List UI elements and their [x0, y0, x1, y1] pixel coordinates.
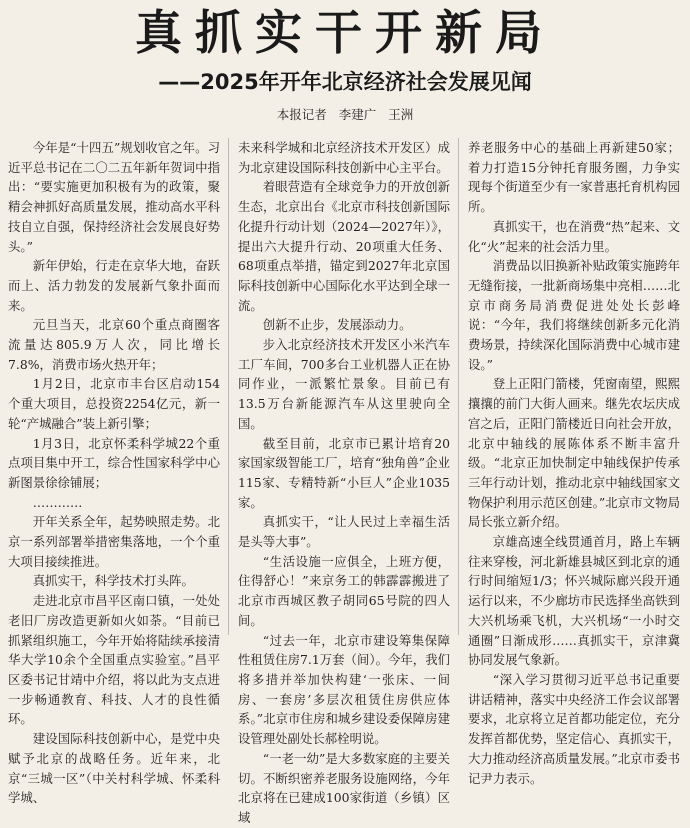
paragraph: 元旦当天，北京60个重点商圈客流量达805.9万人次，同比增长7.8%，消费市场火热开年； [8, 317, 220, 372]
paragraph: “过去一年，北京市建设筹集保障性租赁住房7.1万套（间）。今年，我们将多措并举加快构建‘一张床、一间房、一套房’多层次租赁住房供应体系。”北京市住房和城乡建设委保障房建设管理处副处长郝栓明说。 [238, 632, 450, 747]
headline: 真抓实干开新局 [135, 6, 555, 61]
paragraph: 消费品以旧换新补贴政策实施跨年无缝衔接，一批新商场集中亮相……北京市商务局消费促进处处长彭峰说：“今年，我们将继续创新多元化消费场景，持续深化国际消费中心城市建设。” [468, 258, 680, 372]
paragraph: “深入学习贯彻习近平总书记重要讲话精神，落实中央经济工作会议部署要求，北京将立足首都功能定位，充分发挥首都优势，坚定信心、真抓实干，大力推动经济高质量发展。”北京市委书记尹力表示。 [468, 671, 680, 786]
paragraph: 1月3日，北京怀柔科学城22个重点项目集中开工，综合性国家科学中心新图景徐徐铺展； [8, 435, 220, 490]
byline-author-1: 李建广 [338, 107, 377, 122]
byline-label: 本报记者 [276, 107, 327, 122]
paragraph: 着眼营造有全球竞争力的开放创新生态，北京出台《北京市科技创新国际化提升行动计划（2024—2027年）》，提出六大提升行动、20项重大任务、68项重点举措，锚定到2027年北京国际科技创新中心国际化水平达到全球一流。 [238, 179, 450, 313]
paragraph: 真抓实干，科学技术打头阵。 [32, 573, 194, 589]
paragraph: ………… [32, 494, 83, 510]
paragraph: 1月2日，北京市丰台区启动154个重大项目，总投资2254亿元，新一轮“产城融合”装上新引擎； [8, 376, 220, 431]
paragraph: 今年是“十四五”规划收官之年。习近平总书记在二〇二五年新年贺词中指出：“要实施更加积极有为的政策，聚精会神抓好高质量发展，推动高水平科技自立自强，保持经济社会发展良好势头。” [8, 140, 220, 254]
paragraph: 真抓实干，也在消费“热”起来、文化“火”起来的社会活力里。 [468, 218, 680, 254]
paragraph: 京雄高速全线贯通首月，路上车辆往来穿梭，河北新雄县城区到北京的通行时间缩短1/3；怀兴城际廊兴段开通运行以来，不少廊坊市民选择坐高铁到大兴机场乘飞机，大兴机场“一小时交通圈”日渐成形……真抓实干，京津冀协同发展气象新。 [468, 534, 680, 668]
paragraph: 走进北京市昌平区南口镇，一处处老旧厂房改造更新如火如荼。“目前已抓紧组织施工，今年开始将陆续承接清华大学10余个全国重点实验室。”昌平区委书记甘靖中介绍，将以此为支点进一步畅通教育、科技、人才的良性循环。 [8, 593, 220, 727]
paragraph: 截至目前，北京市已累计培育20家国家级智能工厂，培育“独角兽”企业115家、专精特新“小巨人”企业1035家。 [238, 435, 450, 510]
paragraph: “一老一幼”是大多数家庭的主要关切。不断织密养老服务设施网络，今年北京将在已建成100家街道（乡镇）区域 [238, 750, 450, 825]
paragraph: 登上正阳门箭楼，凭窗南望，熙熙攘攘的前门大街人画来。继先农坛庆成宫之后，正阳门箭楼近日向社会开放，北京中轴线的展陈体系不断丰富升级。“北京正加快制定中轴线保护传承三年行动计划，推动北京中轴线国家文物保护利用示范区创建。”北京市文物局局长张立新介绍。 [468, 376, 680, 530]
paragraph: “生活设施一应俱全，上班方便，住得舒心！”来京务工的韩霹霹搬进了北京市西城区教子胡同65号院的四人间。 [238, 553, 450, 628]
paragraph: 创新不止步，发展添动力。 [262, 317, 412, 333]
article-column-1 [8, 138, 220, 806]
column-divider [458, 138, 459, 635]
paragraph: 养老服务中心的基础上再新建50家；着力打造15分钟托育服务圈，力争实现每个街道至少有一家普惠托育机构园所。 [468, 140, 680, 215]
paragraph: 真抓实干，“让人民过上幸福生活是头等大事”。 [238, 514, 450, 550]
paragraph: 开年关系全年，起势映照走势。北京一系列部署举措密集落地，一个个重大项目接续推进。 [8, 514, 220, 569]
paragraph: 步入北京经济技术开发区小米汽车工厂车间，700多台工业机器人正在协同作业，一派繁忙景象。目前已有13.5万台新能源汽车从这里驶向全国。 [238, 337, 450, 431]
article-column-2 [238, 138, 450, 825]
column-divider [228, 138, 229, 635]
paragraph: 新年伊始，行走在京华大地，奋跃而上、活力勃发的发展新气象扑面而来。 [8, 258, 220, 313]
paragraph: 建设国际科技创新中心，是党中央赋予北京的战略任务。近年来，北京“三城一区”（中关村科学城、怀柔科学城、 [8, 731, 220, 806]
byline-author-2: 王洲 [388, 107, 414, 122]
paragraph: 未来科学城和北京经济技术开发区）成为北京建设国际科技创新中心主平台。 [238, 140, 450, 175]
article-column-3 [468, 138, 680, 786]
subheadline: ——2025年开年北京经济社会发展见闻 [158, 70, 532, 94]
byline [0, 106, 690, 124]
